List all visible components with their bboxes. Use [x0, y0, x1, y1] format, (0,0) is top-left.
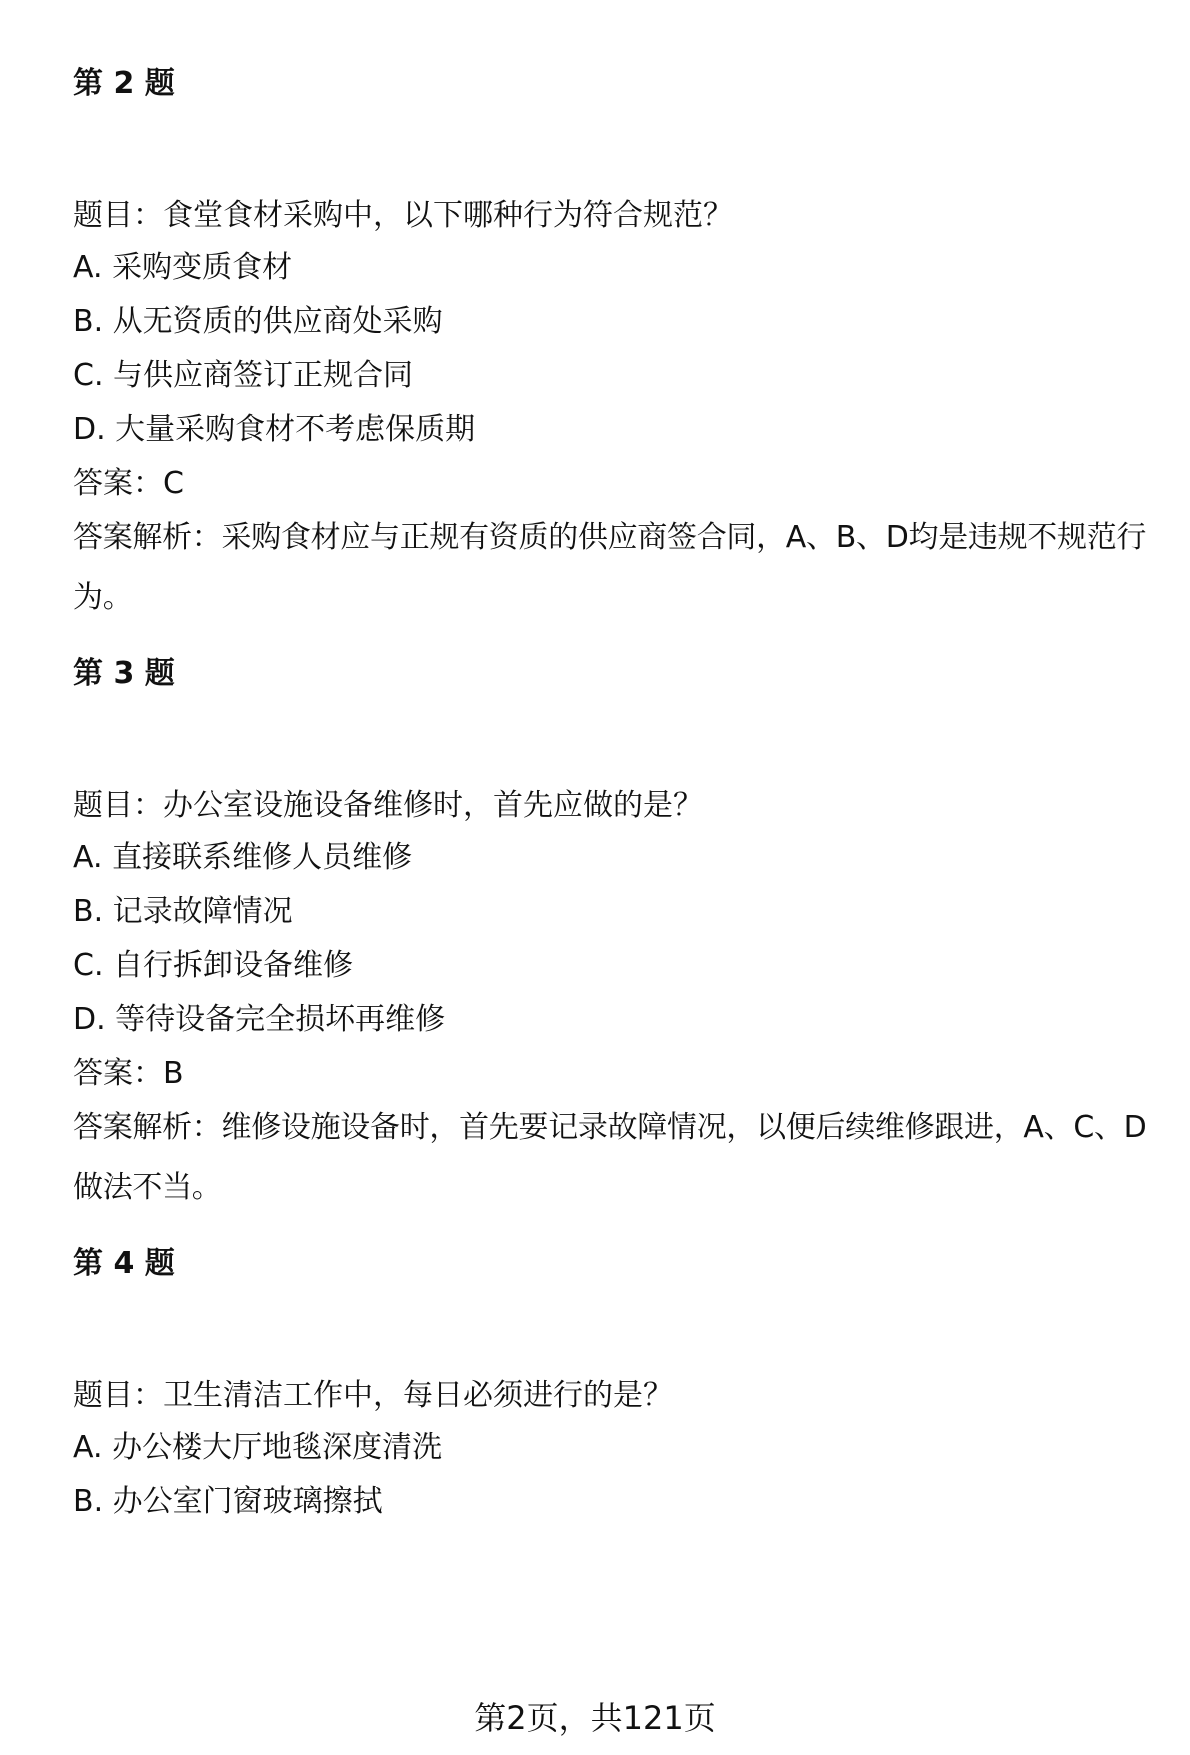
question-stem: 题目：办公室设施设备维修时，首先应做的是？ — [73, 788, 703, 823]
answer-analysis: 答案解析：采购食材应与正规有资质的供应商签合同，A、B、D均是违规不规范行为。 — [73, 520, 1147, 615]
option-b: B. 从无资质的供应商处采购 — [73, 304, 443, 339]
option-c: C. 自行拆卸设备维修 — [73, 948, 354, 983]
page-number: 第2页，共121页 — [474, 1699, 716, 1737]
option-c: C. 与供应商签订正规合同 — [73, 358, 414, 393]
answer: 答案：C — [73, 466, 184, 501]
answer-analysis: 答案解析：维修设施设备时，首先要记录故障情况，以便后续维修跟进，A、C、D做法不当。 — [73, 1110, 1147, 1205]
question-heading: 第 2 题 — [73, 66, 175, 101]
option-d: D. 等待设备完全损坏再维修 — [73, 1002, 446, 1037]
question-stem: 题目：食堂食材采购中，以下哪种行为符合规范？ — [73, 198, 733, 233]
option-a: A. 办公楼大厅地毯深度清洗 — [73, 1430, 443, 1465]
question-stem: 题目：卫生清洁工作中，每日必须进行的是？ — [73, 1378, 673, 1413]
option-a: A. 直接联系维修人员维修 — [73, 840, 413, 875]
option-b: B. 办公室门窗玻璃擦拭 — [73, 1484, 383, 1519]
answer: 答案：B — [73, 1056, 184, 1091]
option-a: A. 采购变质食材 — [73, 250, 293, 285]
question-heading: 第 4 题 — [73, 1246, 175, 1281]
option-d: D. 大量采购食材不考虑保质期 — [73, 412, 476, 447]
question-heading: 第 3 题 — [73, 656, 175, 691]
option-b: B. 记录故障情况 — [73, 894, 293, 929]
